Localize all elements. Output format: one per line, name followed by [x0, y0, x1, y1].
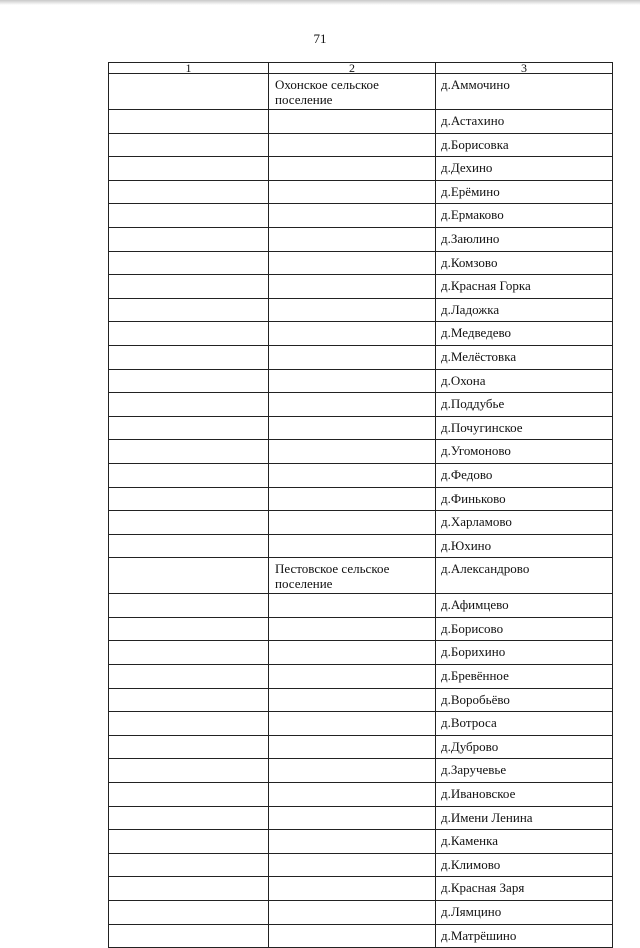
- district-cell: [109, 735, 269, 759]
- settlement-cell: [269, 133, 436, 157]
- district-cell: [109, 617, 269, 641]
- district-cell: [109, 641, 269, 665]
- settlement-cell: [269, 298, 436, 322]
- district-cell: [109, 227, 269, 251]
- village-cell: [436, 204, 613, 228]
- village-name: д.Комзово: [441, 254, 498, 270]
- table-row: [109, 275, 613, 299]
- district-cell: [109, 534, 269, 558]
- village-name: д.Александрово: [441, 561, 530, 577]
- table-row: [109, 558, 613, 594]
- district-cell: [109, 759, 269, 783]
- settlement-cell: [269, 617, 436, 641]
- village-cell: [436, 463, 613, 487]
- district-cell: [109, 665, 269, 689]
- settlement-cell: [269, 806, 436, 830]
- table-row: [109, 227, 613, 251]
- village-cell: [436, 322, 613, 346]
- village-name: д.Ивановское: [441, 786, 516, 802]
- table-row: [109, 298, 613, 322]
- table-row: [109, 853, 613, 877]
- village-name: д.Федово: [441, 466, 493, 482]
- village-name: д.Почугинское: [441, 419, 523, 435]
- village-cell: [436, 298, 613, 322]
- settlement-cell: [269, 924, 436, 948]
- village-name: д.Имени Ленина: [441, 809, 533, 825]
- village-cell: [436, 227, 613, 251]
- table-row: [109, 641, 613, 665]
- village-name: д.Воробьёво: [441, 691, 510, 707]
- district-cell: [109, 345, 269, 369]
- village-name: д.Лямцино: [441, 904, 502, 919]
- village-name: д.Климово: [441, 856, 501, 872]
- table-body: [109, 74, 613, 948]
- district-cell: [109, 440, 269, 464]
- district-cell: [109, 901, 269, 925]
- page-number: 71: [313, 31, 327, 46]
- table-row: [109, 712, 613, 736]
- settlement-cell: [269, 830, 436, 854]
- district-cell: [109, 511, 269, 535]
- village-name: д.Ладожка: [441, 301, 500, 317]
- village-name: д.Финьково: [441, 490, 506, 506]
- village-name: д.Заручевье: [441, 762, 507, 778]
- village-cell: [436, 806, 613, 830]
- table-row: [109, 924, 613, 948]
- settlement-cell: [269, 463, 436, 487]
- village-cell: [436, 180, 613, 204]
- village-name: д.Борисовка: [441, 136, 509, 152]
- village-cell: [436, 487, 613, 511]
- village-name: д.Харламово: [441, 514, 512, 530]
- village-cell: [436, 416, 613, 440]
- village-cell: [436, 594, 613, 618]
- village-cell: [436, 393, 613, 417]
- village-name: д.Афимцево: [441, 597, 509, 613]
- district-cell: [109, 712, 269, 736]
- village-name: д.Каменка: [441, 833, 498, 849]
- scan-edge: [0, 0, 640, 5]
- settlement-cell: [269, 735, 436, 759]
- settlement-cell: [269, 369, 436, 393]
- village-cell: [436, 345, 613, 369]
- village-cell: [436, 901, 613, 925]
- district-cell: [109, 322, 269, 346]
- settlement-cell: [269, 594, 436, 618]
- settlement-cell: [269, 416, 436, 440]
- village-cell: [436, 157, 613, 181]
- village-cell: [436, 665, 613, 689]
- district-cell: [109, 180, 269, 204]
- table-row: [109, 251, 613, 275]
- village-name: д.Заюлино: [441, 230, 500, 246]
- settlement-cell: [269, 641, 436, 665]
- village-name: д.Аммочино: [441, 77, 510, 92]
- village-name: д.Мелёстовка: [441, 348, 517, 364]
- settlement-cell: [269, 712, 436, 736]
- settlement-cell: [269, 180, 436, 204]
- settlement-cell: Пестовское сельское поселение: [269, 558, 436, 594]
- settlement-cell: [269, 901, 436, 925]
- settlement-cell: [269, 487, 436, 511]
- village-cell: [436, 759, 613, 783]
- village-name: д.Борисово: [441, 620, 504, 636]
- village-cell: [436, 511, 613, 535]
- village-cell: [436, 275, 613, 299]
- settlement-cell: [269, 534, 436, 558]
- table-row: [109, 180, 613, 204]
- table-row: [109, 534, 613, 558]
- village-name: д.Астахино: [441, 113, 505, 128]
- village-name: д.Красная Заря: [441, 880, 525, 896]
- table-row: [109, 594, 613, 618]
- table-row: [109, 759, 613, 783]
- village-cell: [436, 688, 613, 712]
- district-cell: [109, 830, 269, 854]
- district-cell: [109, 853, 269, 877]
- village-name: д.Ерёмино: [441, 183, 500, 199]
- settlement-cell: [269, 688, 436, 712]
- settlement-cell: [269, 511, 436, 535]
- table-header-row: [109, 63, 613, 74]
- district-cell: [109, 806, 269, 830]
- settlement-cell: [269, 877, 436, 901]
- settlement-cell: [269, 759, 436, 783]
- district-cell: [109, 393, 269, 417]
- district-cell: [109, 487, 269, 511]
- village-cell: [436, 712, 613, 736]
- district-cell: [109, 157, 269, 181]
- table-row: [109, 74, 613, 110]
- village-cell: [436, 251, 613, 275]
- settlement-cell: [269, 251, 436, 275]
- table-row: [109, 665, 613, 689]
- table-row: [109, 830, 613, 854]
- district-cell: [109, 416, 269, 440]
- village-name: д.Борихино: [441, 644, 506, 660]
- district-cell: [109, 74, 269, 110]
- village-cell: [436, 110, 613, 134]
- village-name: д.Вотроса: [441, 715, 497, 731]
- table-row: [109, 157, 613, 181]
- village-cell: [436, 369, 613, 393]
- settlement-cell: [269, 275, 436, 299]
- district-cell: [109, 558, 269, 594]
- table-row: [109, 416, 613, 440]
- table-row: [109, 204, 613, 228]
- settlement-cell: [269, 440, 436, 464]
- district-cell: [109, 594, 269, 618]
- table-row: [109, 511, 613, 535]
- table-row: [109, 806, 613, 830]
- district-cell: [109, 275, 269, 299]
- village-name: д.Дуброво: [441, 738, 499, 754]
- district-cell: [109, 877, 269, 901]
- village-cell: [436, 641, 613, 665]
- village-name: д.Бревённое: [441, 668, 509, 684]
- settlement-cell: [269, 227, 436, 251]
- column-header-2: 2: [269, 63, 436, 74]
- table-row: [109, 735, 613, 759]
- table-row: [109, 133, 613, 157]
- settlement-cell: [269, 204, 436, 228]
- village-name: д.Угомоново: [441, 443, 511, 459]
- table-row: [109, 901, 613, 925]
- settlements-table: [108, 62, 613, 948]
- district-cell: [109, 110, 269, 134]
- settlement-cell: [269, 157, 436, 181]
- village-cell: [436, 735, 613, 759]
- table-row: [109, 617, 613, 641]
- district-cell: [109, 298, 269, 322]
- column-header-1: 1: [109, 63, 269, 74]
- district-cell: [109, 688, 269, 712]
- table-row: [109, 688, 613, 712]
- table-row: [109, 345, 613, 369]
- village-cell: [436, 830, 613, 854]
- table-row: [109, 440, 613, 464]
- village-cell: [436, 534, 613, 558]
- table-row: [109, 877, 613, 901]
- district-cell: [109, 463, 269, 487]
- village-cell: [436, 74, 613, 110]
- village-cell: [436, 924, 613, 948]
- settlement-cell: [269, 110, 436, 134]
- settlement-cell: Охонское сельское поселение: [269, 74, 436, 110]
- village-cell: [436, 617, 613, 641]
- district-cell: [109, 133, 269, 157]
- district-cell: [109, 924, 269, 948]
- table-row: [109, 322, 613, 346]
- settlement-cell: [269, 322, 436, 346]
- settlement-cell: [269, 783, 436, 807]
- village-name: д.Медведево: [441, 325, 512, 341]
- village-cell: [436, 877, 613, 901]
- table-row: [109, 110, 613, 134]
- district-cell: [109, 204, 269, 228]
- village-name: д.Поддубье: [441, 396, 505, 412]
- district-cell: [109, 251, 269, 275]
- village-name: д.Дехино: [441, 160, 493, 176]
- village-name: д.Ермаково: [441, 207, 504, 223]
- village-cell: [436, 440, 613, 464]
- settlement-cell: [269, 345, 436, 369]
- village-cell: [436, 133, 613, 157]
- settlement-cell: [269, 665, 436, 689]
- table-row: [109, 369, 613, 393]
- village-name: д.Красная Горка: [441, 278, 531, 294]
- district-cell: [109, 369, 269, 393]
- table-row: [109, 393, 613, 417]
- village-name: д.Охона: [441, 372, 486, 388]
- district-cell: [109, 783, 269, 807]
- village-name: д.Юхино: [441, 537, 492, 553]
- village-name: д.Матрёшино: [441, 927, 517, 943]
- village-cell: [436, 783, 613, 807]
- village-cell: [436, 853, 613, 877]
- village-cell: [436, 558, 613, 594]
- settlement-cell: [269, 393, 436, 417]
- settlement-cell: [269, 853, 436, 877]
- table-row: [109, 487, 613, 511]
- table-row: [109, 463, 613, 487]
- table-row: [109, 783, 613, 807]
- column-header-3: 3: [436, 63, 613, 74]
